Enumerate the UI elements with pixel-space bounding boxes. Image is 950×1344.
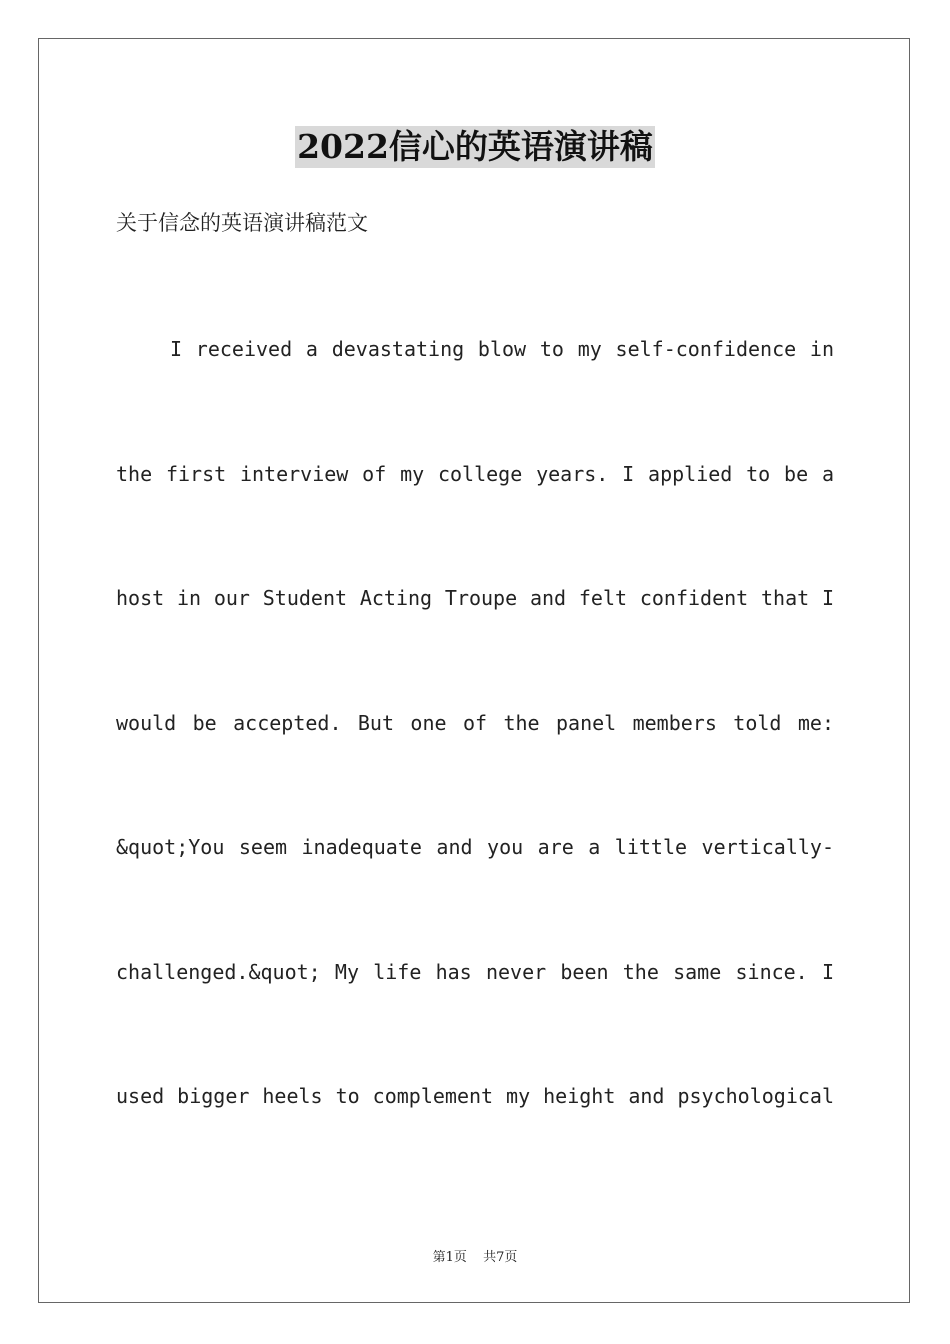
body-line: I received a devastating blow to my self-confidence in: [170, 337, 834, 361]
body-line: the first interview of my college years. I applied to be a: [116, 462, 834, 486]
page-number-total: 共7页: [483, 1250, 518, 1265]
page-footer: [0, 1246, 950, 1265]
body-line: &quot;You seem inadequate and you are a little vertically-: [116, 835, 834, 859]
page-number-current: 第1页: [432, 1250, 467, 1265]
body-line: used bigger heels to complement my height and psychological: [116, 1084, 834, 1108]
body-line: would be accepted. But one of the panel members told me:: [116, 711, 834, 735]
document-title: 2022信心的英语演讲稿: [297, 127, 653, 166]
title-container: [0, 126, 950, 168]
document-subtitle: 关于信念的英语演讲稿范文: [116, 211, 368, 235]
body-line: host in our Student Acting Troupe and felt confident that I: [116, 586, 834, 610]
body-line: challenged.&quot; My life has never been the same since. I: [116, 960, 834, 984]
